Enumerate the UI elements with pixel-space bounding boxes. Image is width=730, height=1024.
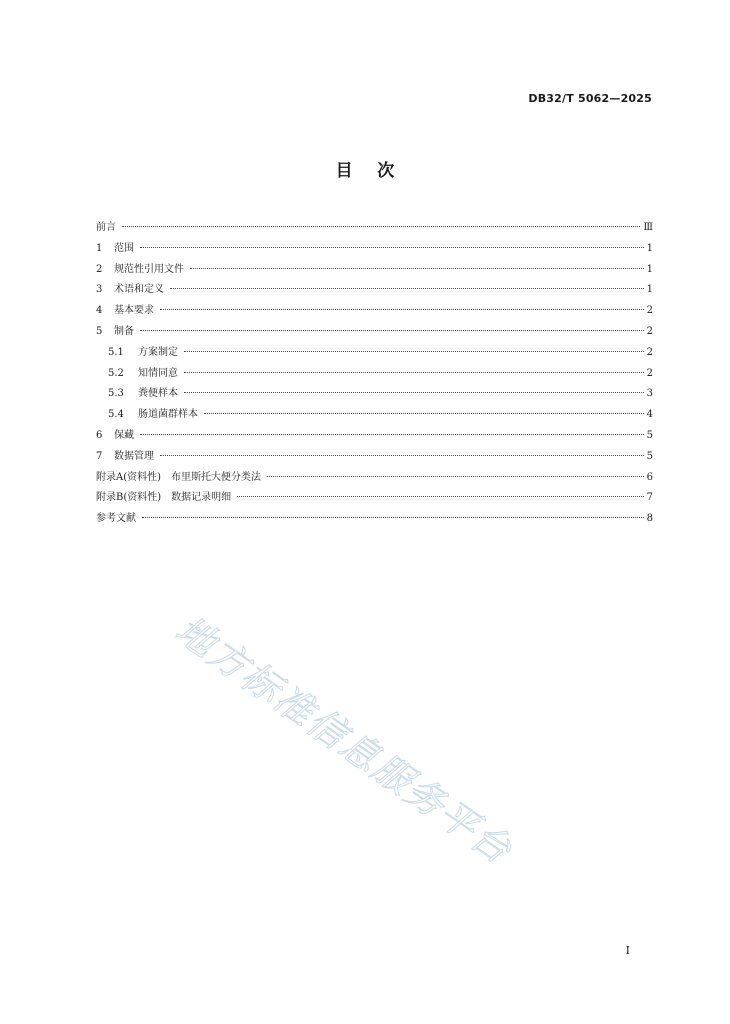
toc-dot-leader [170,288,644,289]
toc-dot-leader [140,434,644,435]
toc-page-number: Ⅲ [643,222,653,233]
toc-section-number: 4 [96,305,103,317]
toc-entry-title: 附录A(资料性) 布里斯托大便分类法 [96,471,262,483]
toc-entry-normative-references[interactable] [96,260,653,281]
watermark: 地方标准信息服务平台 [167,607,521,873]
toc-entry-title: 前言 [96,222,116,233]
toc-page-number: 2 [646,325,653,337]
toc-dot-leader [267,476,644,477]
toc-section-number: 3 [96,284,103,296]
toc-dot-leader [140,247,644,248]
toc-page-number: 2 [646,305,653,317]
toc-entry-gut-microbiota-samples[interactable] [96,405,653,426]
toc-section-number: 5.2 [108,367,124,379]
toc-page-number: 1 [646,242,653,254]
toc-entry-informed-consent[interactable] [96,364,653,385]
toc-section-number: 2 [96,263,103,275]
toc-entry-title: 肠道菌群样本 [138,409,198,421]
toc-entry-title: 保藏 [114,429,134,441]
toc-entry-title: 方案制定 [138,346,178,358]
toc-page-number: 8 [646,513,653,525]
toc-page-number: 3 [646,388,653,400]
toc-entry-title: 制备 [114,325,134,337]
toc-page-number: 2 [646,367,653,379]
toc-page-number: 1 [646,284,653,296]
page-number: I [625,944,630,957]
toc-page-number: 2 [646,346,653,358]
toc-dot-leader [184,392,644,393]
table-of-contents [96,218,653,530]
toc-entry-title: 粪便样本 [138,388,178,400]
toc-page-number: 7 [646,492,653,504]
toc-entry-title: 附录B(资料性) 数据记录明细 [96,492,232,504]
toc-entry-data-management[interactable] [96,447,653,468]
toc-entry-preservation[interactable] [96,426,653,447]
page-title: 目 次 [335,161,395,181]
toc-entry-appendix-a[interactable] [96,468,653,489]
toc-page-number: 5 [646,429,653,441]
toc-entry-bibliography[interactable] [96,509,653,530]
toc-entry-title: 数据管理 [114,450,154,462]
toc-dot-leader [160,455,644,456]
toc-page-number: 4 [646,409,653,421]
toc-section-number: 5.3 [108,388,124,400]
toc-dot-leader [237,496,643,497]
toc-entry-title: 范围 [114,242,134,254]
toc-dot-leader [142,517,644,518]
toc-page-number: 1 [646,263,653,275]
toc-entry-title: 规范性引用文件 [114,263,184,275]
toc-entry-scope[interactable] [96,239,653,260]
toc-section-number: 5.1 [108,346,124,358]
toc-dot-leader [140,330,644,331]
toc-dot-leader [184,351,644,352]
toc-section-number: 1 [96,242,103,254]
toc-entry-title: 术语和定义 [114,284,164,296]
toc-dot-leader [190,268,644,269]
toc-entry-plan-formulation[interactable] [96,343,653,364]
toc-section-number: 5 [96,325,103,337]
toc-entry-fecal-samples[interactable] [96,384,653,405]
standard-number: DB32/T 5062—2025 [528,92,652,105]
toc-entry-foreword[interactable] [96,218,653,239]
toc-section-number: 6 [96,429,103,441]
toc-entry-title: 基本要求 [114,305,154,317]
toc-page-number: 6 [646,471,653,483]
toc-entry-basic-requirements[interactable] [96,301,653,322]
toc-section-number: 5.4 [108,409,124,421]
toc-entry-terms-definitions[interactable] [96,280,653,301]
toc-dot-leader [184,372,644,373]
toc-entry-preparation[interactable] [96,322,653,343]
toc-dot-leader [160,309,644,310]
toc-entry-title: 参考文献 [96,513,136,525]
toc-entry-title: 知情同意 [138,367,178,379]
toc-entry-appendix-b[interactable] [96,488,653,509]
toc-dot-leader [204,413,644,414]
toc-dot-leader [122,226,640,227]
toc-page-number: 5 [646,450,653,462]
toc-section-number: 7 [96,450,103,462]
